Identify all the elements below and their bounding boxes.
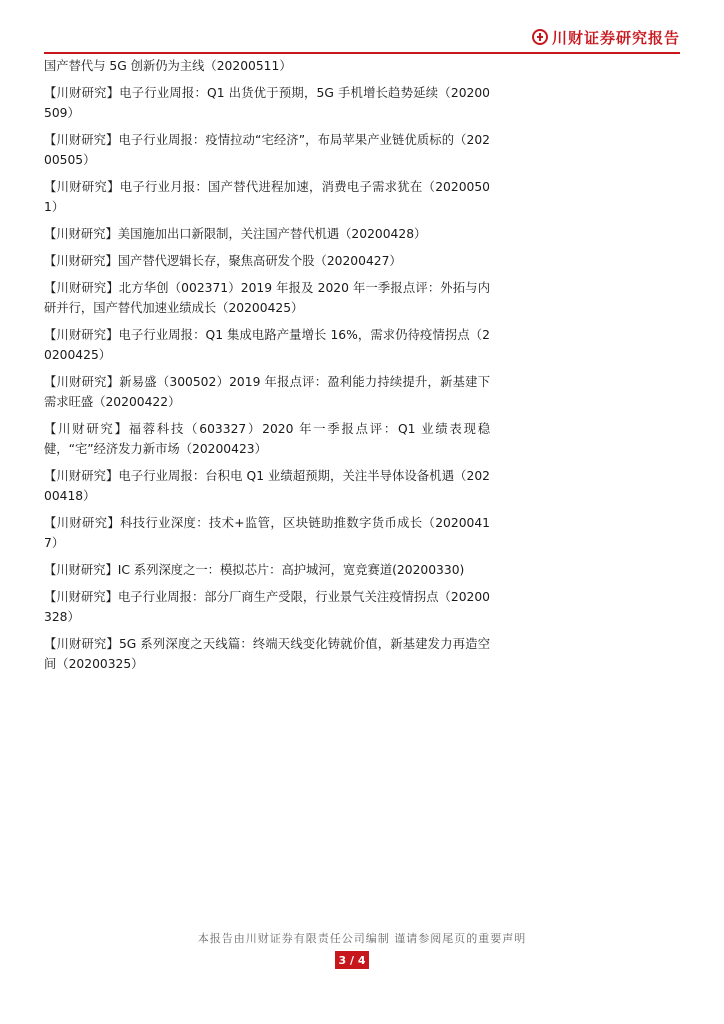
report-item: 【川财研究】电子行业周报：部分厂商生产受限，行业景气关注疫情拐点（20200328） — [44, 590, 490, 624]
report-item: 【川财研究】电子行业周报：疫情拉动“宅经济”，布局苹果产业链优质标的（20200505） — [44, 133, 490, 167]
report-item: 【川财研究】电子行业周报：Q1 集成电路产量增长 16%，需求仍待疫情拐点（20200425） — [44, 328, 490, 362]
footer-disclaimer: 本报告由川财证券有限责任公司编制 谨请参阅尾页的重要声明 — [197, 932, 527, 945]
brand-logo — [532, 26, 680, 48]
report-item: 【川财研究】美国施加出口新限制，关注国产替代机遇（20200428） — [44, 227, 427, 241]
page-number-badge: 3 / 4 — [335, 951, 369, 969]
report-item: 【川财研究】5G 系列深度之天线篇：终端天线变化铸就价值，新基建发力再造空间（20200325） — [44, 637, 490, 671]
report-item: 【川财研究】科技行业深度：技术+监管，区块链助推数字货币成长（20200417） — [44, 516, 490, 550]
report-item: 【川财研究】新易盛（300502）2019 年报点评：盈利能力持续提升，新基建下需求旺盛（20200422） — [44, 375, 490, 409]
report-item: 【川财研究】电子行业周报：Q1 出货优于预期，5G 手机增长趋势延续（20200509） — [44, 86, 490, 120]
report-item: 【川财研究】国产替代逻辑长存，聚焦高研发个股（20200427） — [44, 254, 402, 268]
related-reports-list — [44, 56, 490, 681]
report-item: 【川财研究】福蓉科技（603327）2020 年一季报点评：Q1 业绩表现稳健，“宅”经济发力新市场（20200423） — [44, 422, 490, 456]
report-item: 国产替代与 5G 创新仍为主线（20200511） — [44, 59, 292, 73]
brand-logo-text: 川财证券研究报告 — [551, 28, 680, 47]
report-item: 【川财研究】电子行业周报：台积电 Q1 业绩超预期，关注半导体设备机遇（20200418） — [44, 469, 490, 503]
report-item: 【川财研究】北方华创（002371）2019 年报及 2020 年一季报点评：外拓与内研并行，国产替代加速业绩成长（20200425） — [44, 281, 490, 315]
report-item: 【川财研究】IC 系列深度之一：模拟芯片：高护城河，宽竞赛道(20200330) — [44, 563, 465, 577]
report-item: 【川财研究】电子行业月报：国产替代进程加速，消费电子需求犹在（20200501） — [44, 180, 490, 214]
chuancai-logo-icon — [532, 29, 548, 45]
page-header — [44, 22, 680, 54]
